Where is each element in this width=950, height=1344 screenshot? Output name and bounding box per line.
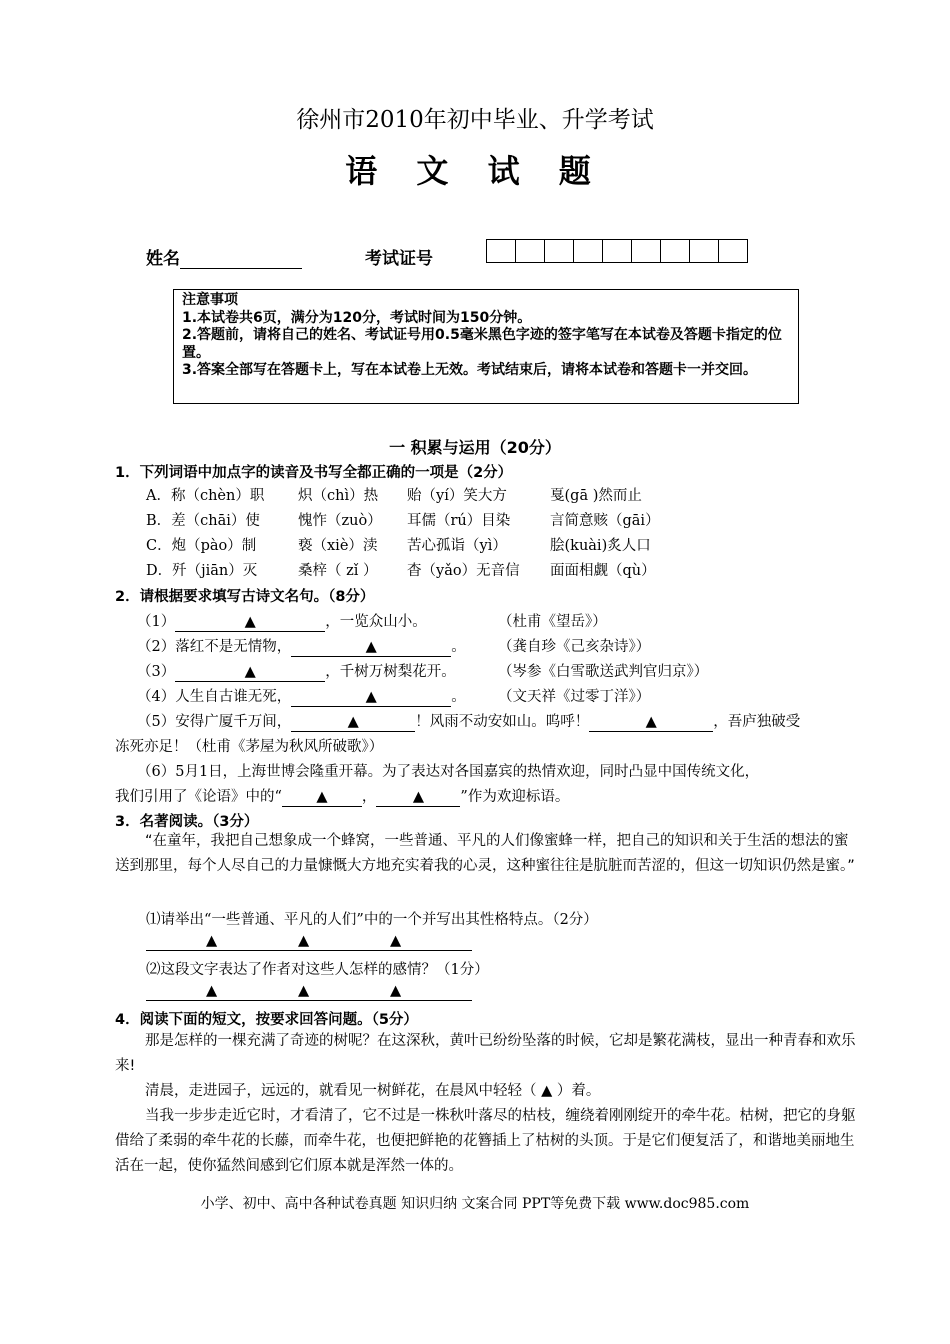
answer-blank[interactable]: ▲ <box>376 789 460 807</box>
question-2-stem: 2．请根据要求填写古诗文名句。（8分） <box>115 589 375 605</box>
blank-mark: ▲ <box>390 983 402 999</box>
q1-option-d-3: 杳（yǎo）无音信 <box>407 563 520 579</box>
q3-answer-line-2[interactable] <box>146 983 472 1001</box>
q2-line-6a: （6）5月1日，上海世博会隆重开幕。为了表达对各国嘉宾的热情欢迎，同时凸显中国传统文化， <box>137 764 760 780</box>
name-blank <box>180 250 302 269</box>
answer-blank[interactable]: ▲ <box>589 714 713 732</box>
q2-line-4-text: （4）人生自古谁无死， <box>137 689 292 705</box>
q2-line-4 <box>137 685 466 707</box>
blank-mark: ▲ <box>390 933 402 949</box>
q2-line-4-end: 。 <box>451 689 466 705</box>
q1-option-b-4: 言简意赅（gāi） <box>550 513 660 529</box>
question-1-stem: 1．下列词语中加点字的读音及书写全都正确的一项是（2分） <box>115 465 513 481</box>
q3-passage: “在童年，我把自己想象成一个蜂窝，一些普通、平凡的人们像蜜蜂一样，把自己的知识和关于生活的想法的蜜送到那里，每个人尽自己的力量慷慨大方地充实着我的心灵，这种蜜往往是肮脏而苦涩的，但这一切知识仍然是蜜。” <box>115 833 855 874</box>
q1-option-a-4: 戛(gā )然而止 <box>550 488 642 504</box>
q2-line-3 <box>137 660 456 682</box>
notice-item: 2.答题前，请将自己的姓名、考试证号用0.5毫米黑色字迹的签字笔写在本试卷及答题卡指定的位置。 <box>182 327 782 361</box>
q2-line-6b-text: 我们引用了《论语》中的“ <box>115 789 282 805</box>
exam-title: 徐州市2010年初中毕业、升学考试 <box>296 107 654 133</box>
q2-line-2 <box>137 635 466 657</box>
q1-option-b-2: 愧怍（zuò） <box>298 513 382 529</box>
notice-item: 1.本试卷共6页，满分为120分，考试时间为150分钟。 <box>182 309 532 326</box>
q2-line-1-prefix: （1） <box>137 614 176 630</box>
q1-option-c-4: 脍(kuài)炙人口 <box>550 538 651 554</box>
id-box <box>661 239 690 263</box>
q1-option-d-4: 面面相觑（qù） <box>550 563 656 579</box>
q1-option-d-1: D．歼（jiān）灭 <box>146 563 258 579</box>
q4-paragraph-3: 当我一步步走近它时，才看清了，它不过是一株秋叶落尽的枯枝，缠绕着刚刚绽开的牵牛花。枯树，把它的身躯借给了柔弱的牵牛花的长藤，而牵牛花，也便把鲜艳的花簪插上了枯树的头顶。于是它们便复活了，和谐地美丽地生活在一起，使你猛然间感到它们原本就是浑然一体的。 <box>115 1108 856 1174</box>
blank-mark: ▲ <box>298 933 310 949</box>
id-label: 考试证号 <box>365 249 433 269</box>
notice-item: 3.答案全部写在答题卡上，写在本试卷上无效。考试结束后，请将本试卷和答题卡一并交回。 <box>182 362 758 379</box>
q2-line-1-text: ，一览众山小。 <box>325 614 427 630</box>
q1-option-d-2: 桑梓（ zǐ ） <box>298 563 378 579</box>
q1-option-c-1: C．炮（pào）制 <box>146 538 257 554</box>
id-box <box>603 239 632 263</box>
q1-option-a-3: 贻（yí）笑大方 <box>407 488 507 504</box>
q2-line-5-cont: 冻死亦足！（杜甫《茅屋为秋风所破歌》） <box>115 739 384 755</box>
answer-blank[interactable]: ▲ <box>282 789 362 807</box>
name-label: 姓名 <box>146 249 180 269</box>
q2-line-2-end: 。 <box>451 639 466 655</box>
q1-option-a-2: 炽（chì）热 <box>298 488 379 504</box>
answer-blank[interactable]: ▲ <box>291 689 451 707</box>
q2-line-6b <box>115 785 569 807</box>
q2-line-6b-comma: ， <box>361 789 377 805</box>
blank-mark: ▲ <box>298 983 310 999</box>
question-3-stem: 3．名著阅读。（3分） <box>115 814 259 830</box>
q2-line-1-source: （杜甫《望岳》） <box>498 614 607 630</box>
q2-line-5-end: ，吾庐独破受 <box>713 714 801 730</box>
section-title: 一 积累与运用（20分） <box>389 438 561 457</box>
answer-blank[interactable]: ▲ <box>291 714 415 732</box>
page-footer: 小学、初中、高中各种试卷真题 知识归纳 文案合同 PPT等免费下载 www.doc985.com <box>200 1196 750 1212</box>
q2-line-6b-end: ”作为欢迎标语。 <box>460 789 570 805</box>
notice-box <box>173 289 799 404</box>
q2-line-2-text: （2）落红不是无情物， <box>137 639 292 655</box>
answer-blank[interactable]: ▲ <box>291 639 451 657</box>
q4-paragraph-1: 那是怎样的一棵充满了奇迹的树呢？在这深秋，黄叶已纷纷坠落的时候，它却是繁花满枝，显出一种青春和欢乐来! <box>115 1033 856 1074</box>
subject-title: 语 文 试 题 <box>345 152 605 190</box>
notice-heading: 注意事项 <box>182 292 238 308</box>
q1-option-b-3: 耳儒（rú）目染 <box>407 513 511 529</box>
q1-option-c-3: 苦心孤诣（yì） <box>407 538 507 554</box>
blank-mark: ▲ <box>206 933 218 949</box>
id-box <box>719 239 748 263</box>
q2-line-3-text: ，千树万树梨花开。 <box>325 664 456 680</box>
id-box <box>574 239 603 263</box>
name-field <box>146 244 302 269</box>
id-box <box>690 239 719 263</box>
id-number-boxes <box>486 239 748 263</box>
q2-line-5-text: （5）安得广厦千万间， <box>137 714 292 730</box>
q3-answer-line-1[interactable] <box>146 933 472 951</box>
q4-paragraph-2: 清晨，走进园子，远远的，就看见一树鲜花，在晨风中轻轻（ ▲ ）着。 <box>145 1083 601 1099</box>
q2-line-5-mid: ！风雨不动安如山。呜呼！ <box>415 714 590 730</box>
answer-blank[interactable]: ▲ <box>175 614 325 632</box>
q2-line-1 <box>137 610 427 632</box>
id-box <box>486 239 516 263</box>
id-box <box>545 239 574 263</box>
q2-line-3-source: （岑参《白雪歌送武判官归京》） <box>498 664 709 680</box>
q1-option-a-1: A．称（chèn）职 <box>146 488 265 504</box>
q2-line-3-prefix: （3） <box>137 664 176 680</box>
q2-line-4-source: （文天祥《过零丁洋》） <box>498 689 651 705</box>
id-box <box>516 239 545 263</box>
answer-blank[interactable]: ▲ <box>175 664 325 682</box>
q3-sub-2: ⑵这段文字表达了作者对这些人怎样的感情？（1分） <box>146 962 489 978</box>
q2-line-5 <box>137 710 800 732</box>
id-box <box>632 239 661 263</box>
blank-mark: ▲ <box>206 983 218 999</box>
q3-sub-1: ⑴请举出“一些普通、平凡的人们”中的一个并写出其性格特点。（2分） <box>146 912 598 928</box>
q2-line-2-source: （龚自珍《己亥杂诗》） <box>498 639 651 655</box>
q1-option-b-1: B．差（chāi）使 <box>146 513 260 529</box>
q1-option-c-2: 亵（xiè）渎 <box>298 538 378 554</box>
question-4-stem: 4．阅读下面的短文，按要求回答问题。（5分） <box>115 1012 418 1028</box>
